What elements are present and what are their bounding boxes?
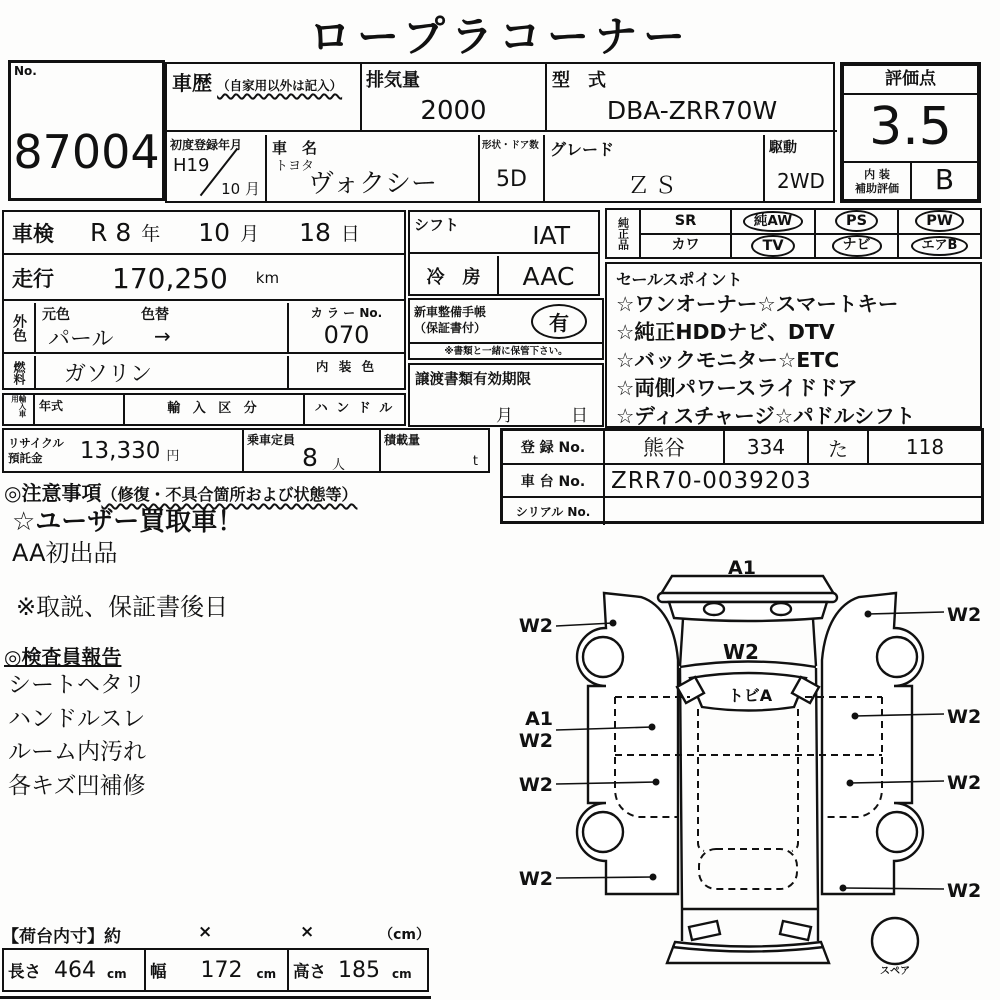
- spare-tire: [872, 918, 918, 964]
- service-book-label-1: 新車整備手帳: [414, 305, 487, 320]
- cargo-height-unit: cm: [392, 967, 412, 981]
- caution-title: ◎注意事項: [4, 481, 102, 505]
- leader-line: [843, 888, 944, 889]
- damage-label-right: W2: [947, 604, 982, 626]
- leader-line: [556, 877, 653, 878]
- genuine-item-pw: PW: [915, 210, 964, 232]
- car-maker: トヨタ: [275, 158, 315, 174]
- mileage-row: [4, 257, 404, 301]
- serial-value: [605, 498, 981, 525]
- damage-point-dot: [865, 611, 872, 618]
- damage-label-left: W2: [518, 615, 553, 637]
- recycle-label-2: 預託金: [8, 450, 43, 465]
- damage-point-dot: [649, 724, 656, 731]
- displacement-value: 2000: [420, 96, 487, 126]
- shaken-year-unit: 年: [141, 223, 161, 245]
- transfer-month: 月: [496, 406, 513, 426]
- inspector-item: ハンドルスレ: [8, 705, 146, 732]
- drive-value: 2WD: [777, 168, 825, 193]
- genuine-item: [732, 235, 816, 258]
- shift-row: [410, 212, 598, 254]
- fuel-value-cell: [36, 356, 289, 390]
- note-user-trade-in: ☆ユーザー買取車！: [12, 507, 244, 537]
- shaken-row: [4, 212, 404, 255]
- ext-color-row: [4, 303, 404, 354]
- ac-value: AAC: [522, 261, 575, 291]
- shaken-era: R 8: [90, 218, 132, 247]
- body-doors-label: 形状・ドア数: [482, 139, 539, 151]
- service-book-box: [408, 298, 604, 360]
- interior-color-label: 内 装 色: [315, 359, 378, 374]
- body-doors-cell: [480, 135, 545, 203]
- reg-no-area: 熊谷: [605, 431, 725, 463]
- damage-point-dot: [653, 779, 660, 786]
- genuine-item: [816, 210, 899, 233]
- displacement-cell: [362, 64, 547, 132]
- inspector-item: シートヘタリ: [8, 672, 146, 698]
- ext-color-label: 外色: [4, 303, 36, 352]
- car-name-cell: [267, 135, 480, 203]
- cargo-height-value: 185: [338, 957, 380, 983]
- interior-score-label-2: 補助評価: [855, 181, 899, 195]
- cargo-header: [2, 922, 430, 946]
- orig-color-value: パール: [48, 327, 114, 352]
- genuine-item: [899, 235, 980, 258]
- car-name-value: ヴォクシー: [308, 168, 437, 199]
- cargo-unit-note: （cm）: [379, 927, 430, 943]
- rear-right-wheel: [877, 812, 917, 852]
- body-doors-value: 5D: [496, 166, 527, 192]
- first-reg-label: 初度登録年月: [170, 137, 243, 152]
- payload-unit: t: [472, 454, 478, 469]
- interior-score-row: [844, 161, 977, 200]
- genuine-item: [641, 210, 732, 233]
- grade-cell: [545, 135, 765, 203]
- page-title: ロープラコーナー: [309, 12, 691, 61]
- inspector-report-items: [8, 669, 146, 803]
- damage-point-dot: [852, 713, 859, 720]
- first-reg-year: H19: [173, 154, 210, 176]
- service-book-main: [410, 300, 602, 342]
- rear-left-wheel: [583, 812, 623, 852]
- damage-label-right: W2: [947, 706, 982, 728]
- cargo-table: [2, 948, 429, 992]
- leader-line: [556, 623, 613, 626]
- service-book-value: 有: [531, 304, 587, 339]
- cargo-length-cell: [4, 950, 146, 990]
- interior-score-label-1: 内 装: [864, 168, 890, 182]
- payload-label: 積載量: [384, 433, 421, 447]
- damage-label-front: A1: [728, 557, 756, 579]
- genuine-item-airb: エアB: [911, 236, 969, 256]
- sales-point-line: ☆ディスチャージ☆パドルシフト: [616, 404, 916, 428]
- damage-label-windshield: トビA: [727, 686, 773, 705]
- note-aa-first: AA初出品: [12, 539, 118, 567]
- rear-window-dashed: [699, 849, 797, 889]
- genuine-item-navi: ナビ: [832, 235, 882, 257]
- damage-point-dot: [650, 874, 657, 881]
- genuine-item: [899, 210, 980, 233]
- ac-row: [410, 256, 598, 296]
- sales-point-line: ☆純正HDDナビ、DTV: [616, 320, 835, 344]
- lot-number-label: No.: [14, 64, 37, 78]
- genuine-item-sr: SR: [674, 213, 697, 230]
- damage-point-dot: [840, 885, 847, 892]
- first-reg-month: 10 月: [221, 179, 260, 198]
- hood-edge-left: [680, 619, 683, 666]
- first-reg-cell: [167, 135, 267, 203]
- capacity-cell: [244, 430, 381, 471]
- cargo-next-row-edge: [0, 996, 431, 999]
- damage-label-right: W2: [947, 772, 982, 794]
- ac-label: 冷 房: [410, 256, 499, 296]
- change-color-value: →: [154, 324, 171, 348]
- inspector-item: 各キズ凹補修: [8, 772, 146, 799]
- cargo-width-label: 幅: [150, 962, 167, 981]
- sales-point-line: ☆両側パワースライドドア: [616, 376, 858, 400]
- transfer-date: [410, 401, 602, 426]
- damage-label-hood: W2: [723, 640, 759, 664]
- damage-point-dot: [847, 780, 854, 787]
- recycle-row: [2, 428, 490, 473]
- service-book-note: ※書類と一緒に保管下さい。: [410, 342, 602, 359]
- import-year-cell: [35, 395, 125, 424]
- shaken-day-unit: 日: [340, 223, 360, 245]
- recycle-label: [4, 436, 64, 466]
- shift-label: シフト: [414, 216, 460, 234]
- chassis-label: 車 台 No.: [503, 465, 605, 496]
- registration-table: [500, 428, 984, 524]
- front-left-wheel: [583, 637, 623, 677]
- cargo-length-label: 長さ: [8, 962, 41, 981]
- recycle-cell: [4, 430, 244, 471]
- cargo-height-cell: [289, 950, 427, 990]
- damage-label-left: W2: [518, 730, 553, 752]
- color-no-cell: [289, 303, 404, 352]
- fuel-value: ガソリン: [64, 362, 153, 388]
- color-no-value: 070: [323, 321, 370, 349]
- chassis-row: [503, 465, 981, 498]
- serial-label: シリアル No.: [503, 498, 605, 525]
- service-book-value-wrap: [516, 304, 602, 339]
- import-handle-label: ハ ン ド ル: [314, 401, 395, 416]
- cargo-length-value: 464: [54, 957, 96, 983]
- genuine-parts-box: [605, 208, 982, 259]
- damage-label-left: A1: [525, 708, 553, 730]
- change-color-label: 色替: [141, 307, 169, 323]
- mileage-unit: km: [255, 269, 280, 287]
- sales-points-title: セールスポイント: [616, 270, 743, 289]
- recycle-value: 13,330: [79, 437, 161, 464]
- recycle-unit: 円: [166, 449, 180, 464]
- genuine-item-kawa: カワ: [671, 237, 700, 253]
- shaken-label: 車検: [12, 221, 54, 246]
- grade-label: グレード: [550, 139, 615, 159]
- cargo-width-value: 172: [200, 957, 243, 983]
- import-class-label: 輸 入 区 分: [167, 401, 261, 416]
- left-table: [2, 210, 406, 390]
- lot-number-value: 87004: [13, 125, 160, 179]
- score-value: 3.5: [869, 97, 952, 157]
- car-name-label: 車 名: [272, 138, 318, 157]
- import-year-label: 年式: [39, 399, 64, 413]
- reg-no-number: 118: [905, 435, 945, 459]
- damage-label-left: W2: [518, 774, 553, 796]
- damage-diagram: [495, 550, 1000, 1000]
- transfer-label: 譲渡書類有効期限: [415, 372, 531, 388]
- cargo-times-2: ×: [300, 922, 315, 942]
- fuel-row: [4, 356, 404, 390]
- damage-point-dot: [610, 620, 617, 627]
- genuine-label: 純正品: [607, 210, 641, 257]
- genuine-item-tv: TV: [751, 235, 794, 257]
- left-taillight: [689, 921, 720, 940]
- body-side-left: [680, 668, 682, 941]
- note-manual-warranty: ※取説、保証書後日: [16, 593, 229, 621]
- grade-value: ＺＳ: [627, 172, 681, 199]
- mileage-label: 走行: [12, 267, 54, 291]
- front-grille-bar: [658, 593, 837, 602]
- genuine-row-2: [641, 235, 980, 258]
- mileage-value: 170,250: [112, 261, 228, 295]
- interior-color-cell: [289, 356, 404, 390]
- sales-point-line: ☆バックモニター☆ETC: [616, 348, 840, 372]
- sales-point-line: ☆ワンオーナー☆スマートキー: [616, 292, 899, 316]
- shaken-month: 10: [198, 218, 231, 247]
- reg-no-kana: た: [809, 431, 869, 463]
- import-handle-cell: [305, 395, 404, 424]
- cargo-title: 【荷台内寸】約: [2, 927, 121, 947]
- color-no-label: カ ラ ー No.: [310, 306, 383, 320]
- damage-label-right: W2: [947, 880, 982, 902]
- import-label: 輸入車用: [4, 395, 35, 424]
- cargo-width-cell: [146, 950, 289, 990]
- service-book-label: [410, 305, 516, 336]
- ext-color-values: [36, 303, 289, 352]
- caution-note: （修復・不具合箇所および状態等）: [101, 485, 358, 504]
- dashed-line: [792, 709, 798, 851]
- genuine-grid: [641, 210, 980, 257]
- hood-edge-right: [813, 619, 816, 666]
- front-right-wheel: [877, 637, 917, 677]
- genuine-item-aw: 純AW: [743, 211, 803, 232]
- headlight-panel: [669, 602, 827, 621]
- lot-number-box: [8, 60, 165, 201]
- header-table: [165, 62, 835, 203]
- cargo-length-unit: cm: [107, 967, 127, 981]
- right-taillight: [780, 921, 811, 940]
- cargo-height-label: 高さ: [293, 962, 326, 981]
- genuine-item: [816, 235, 899, 258]
- transfer-day: 日: [571, 406, 588, 426]
- reg-no-class: 334: [725, 431, 809, 463]
- model-code-cell: [547, 64, 837, 132]
- chassis-value: ZRR70-0039203: [611, 467, 812, 494]
- shaken-day: 18: [299, 218, 331, 247]
- service-book-label-2: （保証書付）: [414, 321, 487, 335]
- inspector-report-title: ◎検査員報告: [4, 645, 122, 669]
- damage-label-left: W2: [518, 868, 553, 890]
- history-label: 車歴: [172, 71, 212, 95]
- import-row: [2, 393, 406, 426]
- drive-cell: [765, 135, 837, 203]
- displacement-label: 排気量: [366, 70, 420, 91]
- score-label: 評価点: [844, 66, 977, 95]
- shaken-month-unit: 月: [240, 223, 260, 245]
- recycle-label-1: リサイクル: [8, 435, 64, 450]
- serial-row: [503, 498, 981, 525]
- dashed-line: [698, 709, 704, 851]
- genuine-item: [732, 210, 816, 233]
- model-code-label: 型 式: [552, 70, 606, 91]
- inspector-item: ルーム内汚れ: [8, 739, 146, 765]
- shift-value: IAT: [532, 221, 570, 250]
- capacity-value: 8: [302, 443, 318, 472]
- transfer-box: [408, 363, 604, 427]
- history-cell: [167, 64, 362, 132]
- genuine-item-ps: PS: [835, 210, 878, 232]
- import-class-cell: [125, 395, 305, 424]
- spare-tire-label: スペア: [880, 966, 910, 977]
- registration-row: [503, 431, 981, 465]
- body-side-right: [816, 668, 818, 941]
- history-note: （自家用以外は記入）: [217, 78, 343, 93]
- cargo-width-unit: cm: [256, 967, 277, 981]
- model-code-value: DBA-ZRR70W: [606, 96, 778, 125]
- interior-score-label: [844, 163, 912, 200]
- score-box: [840, 62, 981, 203]
- payload-cell: [381, 430, 488, 471]
- genuine-item: [641, 235, 732, 258]
- capacity-unit: 人: [332, 458, 346, 473]
- interior-score-value: B: [934, 163, 955, 196]
- capacity-label: 乗車定員: [247, 433, 296, 447]
- reg-no-label: 登 録 No.: [503, 431, 605, 463]
- fuel-label: 燃料: [4, 356, 36, 390]
- sales-points-box: [605, 262, 982, 428]
- drive-label: 駆動: [769, 139, 797, 156]
- genuine-row-1: [641, 210, 980, 235]
- shift-ac-box: [408, 210, 600, 296]
- cargo-times-1: ×: [198, 922, 213, 942]
- car-side-panels: [577, 593, 923, 894]
- orig-color-label: 元色: [42, 307, 70, 323]
